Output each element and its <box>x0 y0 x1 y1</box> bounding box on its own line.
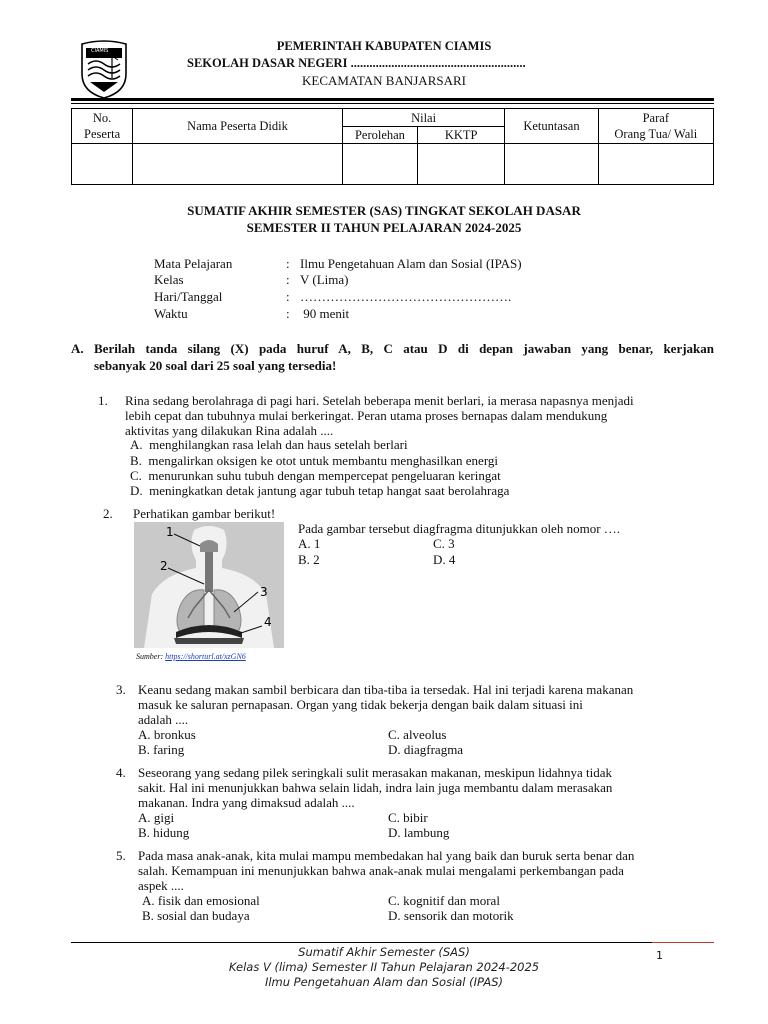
question-5-number: 5. <box>116 848 126 863</box>
info-date: Hari/Tanggal : …………………………………………. <box>154 289 512 304</box>
footer-divider <box>71 942 714 943</box>
option-letter: C. <box>130 468 142 483</box>
option-a[interactable]: A. bronkus <box>138 727 196 742</box>
info-label: Mata Pelajaran <box>154 256 233 271</box>
info-class: Kelas : V (Lima) <box>154 272 349 287</box>
exam-subtitle: SEMESTER II TAHUN PELAJARAN 2024-2025 <box>246 220 522 235</box>
option-d[interactable]: D. diagfragma <box>388 742 464 757</box>
cell-nama[interactable] <box>133 144 343 185</box>
figure-label-1: 1 <box>166 525 174 539</box>
page-number: 1 <box>656 949 663 962</box>
question-3-line: adalah .... <box>138 712 189 727</box>
peserta-label: Peserta <box>84 127 121 141</box>
question-1-line: lebih cepat dan tubuhnya mulai berkeringat. Peran utama proses bernapas dalam mendukung <box>125 408 608 423</box>
orang-tua-label: Orang Tua/ Wali <box>614 127 698 141</box>
figure-label-3: 3 <box>260 585 268 599</box>
logo-text: CIAMIS <box>91 48 109 54</box>
section-letter: A. <box>71 341 84 356</box>
question-5-line: salah. Kemampuan ini menunjukkan bahwa anak-anak mulai mengalami perkembangan pada <box>138 863 624 878</box>
exam-title: SUMATIF AKHIR SEMESTER (SAS) TINGKAT SEKOLAH DASAR <box>187 203 581 218</box>
cell-kktp[interactable] <box>418 144 505 185</box>
info-label: Hari/Tanggal <box>154 289 223 304</box>
option-a[interactable]: A. fisik dan emosional <box>142 893 260 908</box>
question-3-line: masuk ke saluran pernapasan. Organ yang tidak bekerja dengan baik dalam situasi ini <box>138 697 583 712</box>
option-c[interactable]: C. kognitif dan moral <box>388 893 500 908</box>
score-table <box>71 108 714 185</box>
section-instruction-line1: Berilah tanda silang (X) pada huruf A, B, C atau D di depan jawaban yang benar, kerjakan <box>94 341 714 356</box>
question-5-line: Pada masa anak-anak, kita mulai mampu membedakan hal yang baik dan buruk serta benar dan <box>138 848 635 863</box>
option-letter: A. <box>130 437 143 452</box>
paraf-label: Paraf <box>642 111 669 125</box>
footer-line3: Ilmu Pengetahuan Alam dan Sosial (IPAS) <box>264 975 504 989</box>
option-text: menghilangkan rasa lelah dan haus setelah berlari <box>149 437 408 452</box>
option-b[interactable]: B. 2 <box>298 552 320 567</box>
option-b[interactable]: B. faring <box>138 742 185 757</box>
option-b[interactable]: B. sosial dan budaya <box>142 908 250 923</box>
cell-ketuntasan[interactable] <box>505 144 598 185</box>
header-district: KECAMATAN BANJARSARI <box>301 73 466 88</box>
question-1-line: aktivitas yang dilakukan Rina adalah .... <box>125 423 334 438</box>
cell-perolehan[interactable] <box>342 144 417 185</box>
info-value: …………………………………………. <box>300 289 512 304</box>
footer-line2: Kelas V (lima) Semester II Tahun Pelajaran 2024-2025 <box>228 960 540 974</box>
section-instruction-line2: sebanyak 20 soal dari 25 soal yang tersedia! <box>94 358 337 373</box>
col-paraf <box>598 109 713 144</box>
option-d[interactable] <box>130 483 509 499</box>
option-d[interactable]: D. sensorik dan motorik <box>388 908 514 923</box>
col-kktp: KKTP <box>418 127 505 144</box>
option-text: mengalirkan oksigen ke otot untuk membantu menghasilkan energi <box>148 453 499 468</box>
info-value: 90 menit <box>300 306 350 321</box>
col-nama: Nama Peserta Didik <box>133 109 343 144</box>
figure-source <box>136 652 246 661</box>
info-time: Waktu : 90 menit <box>154 306 350 321</box>
header-divider-thin <box>71 103 714 104</box>
question-5-line: aspek .... <box>138 878 184 893</box>
question-2-number: 2. <box>103 506 113 521</box>
question-1-number: 1. <box>98 393 108 408</box>
header-school: SEKOLAH DASAR NEGERI ........................................................ <box>187 56 526 70</box>
question-1-line: Rina sedang berolahraga di pagi hari. Setelah beberapa menit berlari, ia merasa napasnya menjadi <box>125 393 634 408</box>
col-ketuntasan: Ketuntasan <box>505 109 598 144</box>
cell-no-peserta[interactable] <box>72 144 133 185</box>
question-4-number: 4. <box>116 765 126 780</box>
footer-accent <box>652 942 714 943</box>
option-letter: D. <box>130 483 143 498</box>
option-d[interactable]: D. lambung <box>388 825 450 840</box>
option-a[interactable]: A. gigi <box>138 810 175 825</box>
question-4-line: Seseorang yang sedang pilek seringkali sulit merasakan makanan, meskipun lidahnya tidak <box>138 765 613 780</box>
col-no-peserta <box>72 109 133 144</box>
figure-label-4: 4 <box>264 615 272 629</box>
question-2-text: Pada gambar tersebut diagfragma ditunjukkan oleh nomor …. <box>298 521 621 536</box>
question-3-line: Keanu sedang makan sambil berbicara dan tiba-tiba ia tersedak. Hal ini terjadi karena makanan <box>138 682 634 697</box>
cell-paraf[interactable] <box>598 144 713 185</box>
info-subject: Mata Pelajaran : Ilmu Pengetahuan Alam dan Sosial (IPAS) <box>154 256 522 271</box>
option-c[interactable] <box>130 468 501 484</box>
option-text: menurunkan suhu tubuh dengan mempercepat pengeluaran keringat <box>148 468 501 483</box>
question-2-intro: Perhatikan gambar berikut! <box>133 506 276 521</box>
option-letter: B. <box>130 453 142 468</box>
option-c[interactable]: C. 3 <box>433 536 455 551</box>
option-c[interactable]: C. bibir <box>388 810 428 825</box>
question-4-line: makanan. Indra yang dimaksud adalah .... <box>138 795 355 810</box>
option-c[interactable]: C. alveolus <box>388 727 447 742</box>
option-text: meningkatkan detak jantung agar tubuh tetap hangat saat berolahraga <box>149 483 510 498</box>
option-b[interactable] <box>130 453 498 469</box>
info-value: V (Lima) <box>300 272 349 287</box>
option-a[interactable] <box>130 437 408 453</box>
info-label: Kelas <box>154 272 184 287</box>
figure-label-2: 2 <box>160 559 168 573</box>
respiratory-system-figure <box>134 522 284 648</box>
option-b[interactable]: B. hidung <box>138 825 190 840</box>
info-label: Waktu <box>154 306 188 321</box>
col-nilai: Nilai <box>342 109 505 127</box>
header-government: PEMERINTAH KABUPATEN CIAMIS <box>276 39 492 53</box>
header-divider <box>71 98 714 101</box>
col-perolehan: Perolehan <box>342 127 417 144</box>
option-a[interactable]: A. 1 <box>298 536 321 551</box>
footer-line1: Sumatif Akhir Semester (SAS) <box>298 945 470 959</box>
info-value: Ilmu Pengetahuan Alam dan Sosial (IPAS) <box>300 256 522 271</box>
question-3-number: 3. <box>116 682 126 697</box>
question-4-line: sakit. Hal ini menunjukkan bahwa selain lidah, indra lain juga membantu dalam merasakan <box>138 780 613 795</box>
figure-source-label: Sumber: <box>136 652 166 661</box>
option-d[interactable]: D. 4 <box>433 552 456 567</box>
figure-source-link[interactable]: https://shorturl.at/xzGN6 <box>165 652 246 661</box>
no-label: No. <box>92 111 112 125</box>
